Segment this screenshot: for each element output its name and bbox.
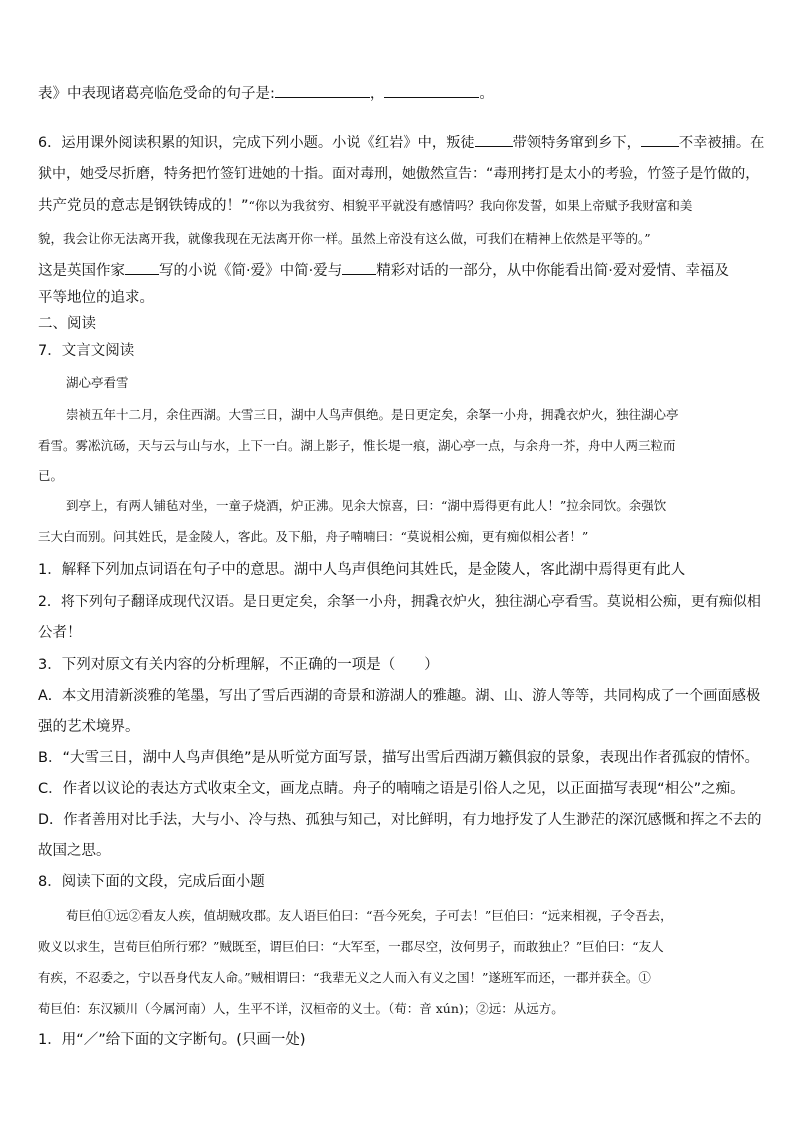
passage-line: 有疾，不忍委之，宁以吾身代友人命。”贼相谓曰：“我辈无义之人而入有义之国！”遂班军而还，一郡并获全。①: [38, 970, 651, 985]
answer-blank: [384, 83, 479, 98]
quote-segment: “你以为我贫穷、相貌平平就没有感情吗？我向你发誓，如果上帝赋予我财富和美: [248, 198, 693, 213]
text-segment: ，: [369, 86, 385, 102]
question-line: 2．将下列句子翻译成现代汉语。是日更定矣，余拏一小舟，拥毳衣炉火，独往湖心亭看雪。莫说相公痴，更有痴似相: [38, 594, 761, 610]
answer-blank: [342, 260, 376, 275]
option-line: C．作者以议论的表达方式收束全文，画龙点睛。舟子的喃喃之语是引俗人之见，以正面描写表现“相公”之痴。: [38, 781, 745, 797]
option-line: B．“大雪三日，湖中人鸟声俱绝”是从听觉方面写景，描写出雪后西湖万籁俱寂的景象，表现出作者孤寂的情怀。: [38, 750, 759, 766]
passage-title: 湖心亭看雪: [66, 375, 129, 390]
text-segment: 6．运用课外阅读积累的知识，完成下列小题。小说《红岩》中，叛徒: [38, 135, 475, 151]
answer-blank: [125, 260, 159, 275]
text-segment: 共产党员的意志是钢铁铸成的！”: [38, 198, 249, 214]
question-line: 3．下列对原文有关内容的分析理解，不正确的一项是（ ）: [38, 657, 439, 673]
text-line: [38, 132, 764, 153]
passage-line: 到亭上，有两人铺毡对坐，一童子烧酒，炉正沸。见余大惊喜，曰：“湖中焉得更有此人！”拉余同饮。余强饮: [66, 498, 667, 513]
text-line: [38, 83, 764, 104]
answer-blank: [475, 132, 513, 147]
text-segment: 带领特务窜到乡下，: [512, 135, 641, 151]
text-segment: 表》中表现诸葛亮临危受命的句子是:: [38, 86, 275, 102]
question-line: 1．解释下列加点词语在句子中的意思。湖中人鸟声俱绝问其姓氏，是金陵人，客此湖中焉得更有此人: [38, 562, 686, 578]
text-line: 平等地位的追求。: [38, 290, 154, 306]
question-line: 1．用“／”给下面的文字断句。(只画一处): [38, 1032, 306, 1048]
option-line: D．作者善用对比手法，大与小、冷与热、孤独与知己，对比鲜明，有力地抒发了人生渺茫的深沉感慨和挥之不去的: [38, 812, 762, 828]
quote-line: 貌，我会让你无法离开我，就像我现在无法离开你一样。虽然上帝没有这么做，可我们在精神上依然是平等的。”: [38, 231, 651, 246]
passage-line: 崇祯五年十二月，余住西湖。大雪三日，湖中人鸟声俱绝。是日更定矣，余拏一小舟，拥毳衣炉火，独往湖心亭: [66, 407, 679, 422]
question-heading: 7．文言文阅读: [38, 343, 135, 359]
passage-line: 败义以求生，岂荀巨伯所行邪？”贼既至，谓巨伯曰：“大军至，一郡尽空，汝何男子，而敢独止？”巨伯曰：“友人: [38, 939, 664, 954]
answer-blank: [641, 132, 679, 147]
footnote-line: 荀巨伯：东汉颍川（今属河南）人，生平不详，汉桓帝的义士。（荀：音 xún)；②远：从远方。: [38, 1001, 564, 1016]
question-heading: 8．阅读下面的文段，完成后面小题: [38, 874, 265, 890]
answer-blank: [275, 83, 370, 98]
text-segment: 。: [479, 86, 494, 102]
text-segment: 狱中，她受尽折磨，特务把竹签钉进她的十指。面对毒刑，她傲然宣告：“毒刑拷打是太小的考验，竹签子是竹做的，: [38, 166, 760, 182]
text-line: [38, 164, 764, 184]
passage-line: 三大白而别。问其姓氏，是金陵人，客此。及下船，舟子喃喃曰：“莫说相公痴，更有痴似相公者！”: [38, 529, 589, 544]
text-line: [38, 196, 764, 216]
section-heading: 二、阅读: [38, 316, 96, 332]
text-segment: 不幸被捕。在: [678, 135, 765, 151]
text-segment: 精彩对话的一部分，从中你能看出简·爱对爱情、幸福及: [376, 263, 729, 279]
option-line: A．本文用清新淡雅的笔墨，写出了雪后西湖的奇景和游湖人的雅趣。湖、山、游人等等，共同构成了一个画面感极: [38, 688, 761, 704]
option-line: 故国之思。: [38, 843, 111, 859]
question-line: 公者！: [38, 625, 82, 641]
passage-line: 已。: [38, 468, 64, 483]
text-segment: 写的小说《简·爱》中简·爱与: [159, 263, 343, 279]
text-line: [38, 260, 764, 281]
option-line: 强的艺术境界。: [38, 719, 140, 735]
passage-line: 荀巨伯①远②看友人疾，值胡贼攻郡。友人语巨伯曰：“吾今死矣，子可去！”巨伯曰：“远来相视，子令吾去，: [66, 908, 673, 923]
passage-line: 看雪。雾凇沆砀，天与云与山与水，上下一白。湖上影子，惟长堤一痕，湖心亭一点，与余舟一芥，舟中人两三粒而: [38, 438, 676, 453]
text-segment: 这是英国作家: [38, 263, 125, 279]
